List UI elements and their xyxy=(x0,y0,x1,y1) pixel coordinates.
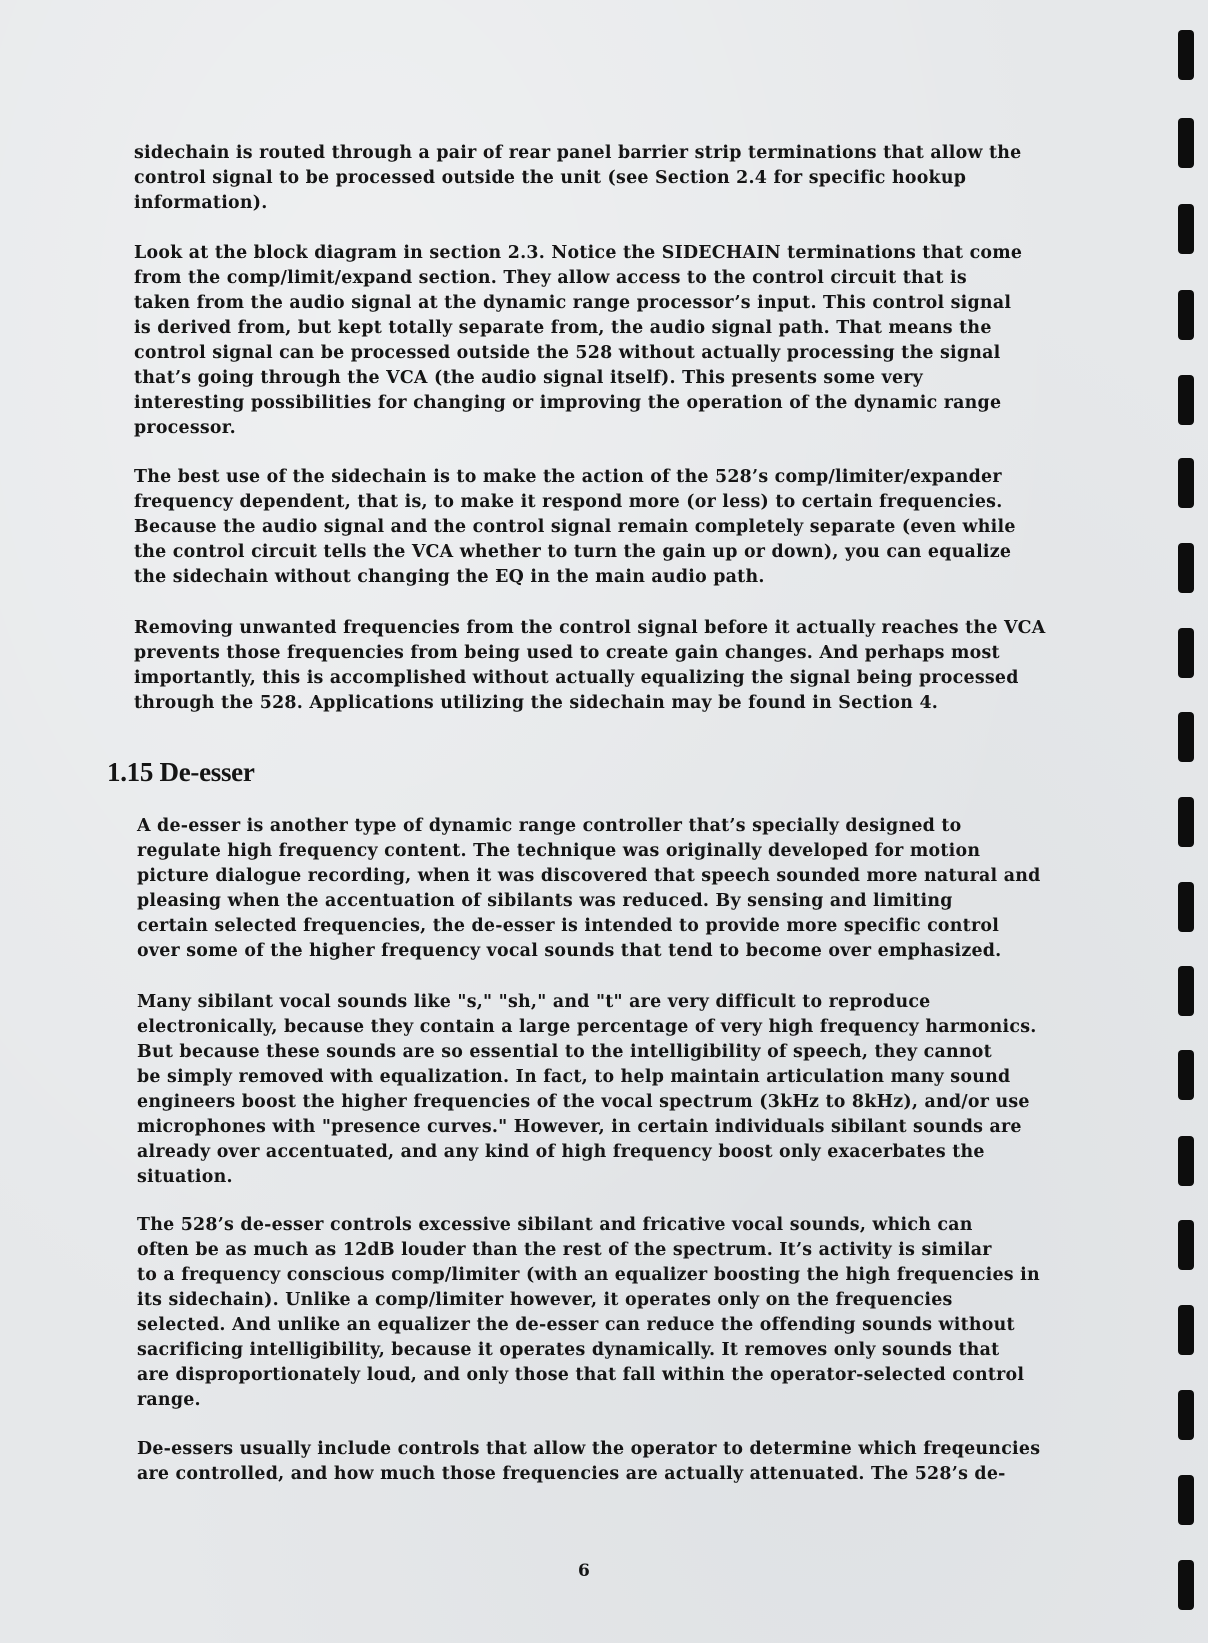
binding-hole xyxy=(1178,30,1194,80)
paragraph-removing-frequencies: Removing unwanted frequencies from the control signal before it actually reaches the VCA prevents those frequencies from being used to create gain changes. And perhaps most importantly, this is accomplished without actually equalizing the signal being processed through the 528. Applications utilizing the sidechain may be found in Section 4. xyxy=(134,618,1046,713)
binding-hole xyxy=(1178,290,1194,340)
paragraph-sidechain-use: The best use of the sidechain is to make the action of the 528’s comp/limiter/expander frequency dependent, that is, to make it respond more (or less) to certain frequencies. Because the audio signal and the control signal remain completely separate (even while the control circuit tells the VCA whether to turn the gain up or down), you can equalize the sidechain without changing the EQ in the main audio path. xyxy=(134,467,1016,587)
binding-hole xyxy=(1178,1475,1194,1525)
binding-hole xyxy=(1178,204,1194,254)
binding-hole xyxy=(1178,1220,1194,1270)
binding-hole xyxy=(1178,458,1194,508)
binding-hole xyxy=(1178,1305,1194,1355)
binding-hole xyxy=(1178,797,1194,847)
binding-hole xyxy=(1178,966,1194,1016)
page-number: 6 xyxy=(578,1561,590,1581)
binding-hole xyxy=(1178,543,1194,593)
paragraph-block-diagram: Look at the block diagram in section 2.3. Notice the SIDECHAIN terminations that come from the comp/limit/expand section. They allow access to the control circuit that is taken from the audio signal at the dynamic range processor’s input. This control signal is derived from, but kept totally separate from, the audio signal path. That means the control signal can be processed outside the 528 without actually processing the signal that’s going through the VCA (the audio signal itself). This presents some very interesting possibilities for changing or improving the operation of the dynamic range processor. xyxy=(134,243,1023,438)
paragraph-de-esser-intro: A de-esser is another type of dynamic range controller that’s specially designed to regulate high frequency content. The technique was originally developed for motion picture dialogue recording, when it was discovered that speech sounded more natural and pleasing when the accentuation of sibilants was reduced. By sensing and limiting certain selected frequencies, the de-esser is intended to provide more specific control over some of the higher frequency vocal sounds that tend to become over emphasized. xyxy=(137,816,1041,961)
section-heading-de-esser: 1.15 De-esser xyxy=(107,757,255,787)
paragraph-sidechain-routing: sidechain is routed through a pair of rear panel barrier strip terminations that allow the control signal to be processed outside the unit (see Section 2.4 for specific hookup information). xyxy=(134,143,1022,213)
paragraph-528-de-esser: The 528’s de-esser controls excessive sibilant and fricative vocal sounds, which can often be as much as 12dB louder than the rest of the spectrum. It’s activity is similar to a frequency conscious comp/limiter (with an equalizer boosting the high frequencies in its sidechain). Unlike a comp/limiter however, it operates only on the frequencies selected. And unlike an equalizer the de-esser can reduce the offending sounds without sacrificing intelligibility, because it operates dynamically. It removes only sounds that are disproportionately loud, and only those that fall within the operator-selected control range. xyxy=(137,1215,1040,1410)
binding-hole xyxy=(1178,1136,1194,1186)
binding-hole xyxy=(1178,375,1194,425)
paragraph-de-esser-controls: De-essers usually include controls that allow the operator to determine which freqeuncies are controlled, and how much those frequencies are actually attenuated. The 528’s de- xyxy=(137,1439,1041,1484)
binding-hole xyxy=(1178,882,1194,932)
binding-hole xyxy=(1178,628,1194,678)
binding-hole xyxy=(1178,1560,1194,1610)
binding-hole xyxy=(1178,118,1194,168)
binding-hole xyxy=(1178,712,1194,762)
paragraph-sibilant-sounds: Many sibilant vocal sounds like "s," "sh," and "t" are very difficult to reproduce electronically, because they contain a large percentage of very high frequency harmonics. But because these sounds are so essential to the intelligibility of speech, they cannot be simply removed with equalization. In fact, to help maintain articulation many sound engineers boost the higher frequencies of the vocal spectrum (3kHz to 8kHz), and/or use microphones with "presence curves." However, in certain individuals sibilant sounds are already over accentuated, and any kind of high frequency boost only exacerbates the situation. xyxy=(137,992,1037,1187)
binding-hole xyxy=(1178,1050,1194,1100)
binding-hole xyxy=(1178,1390,1194,1440)
